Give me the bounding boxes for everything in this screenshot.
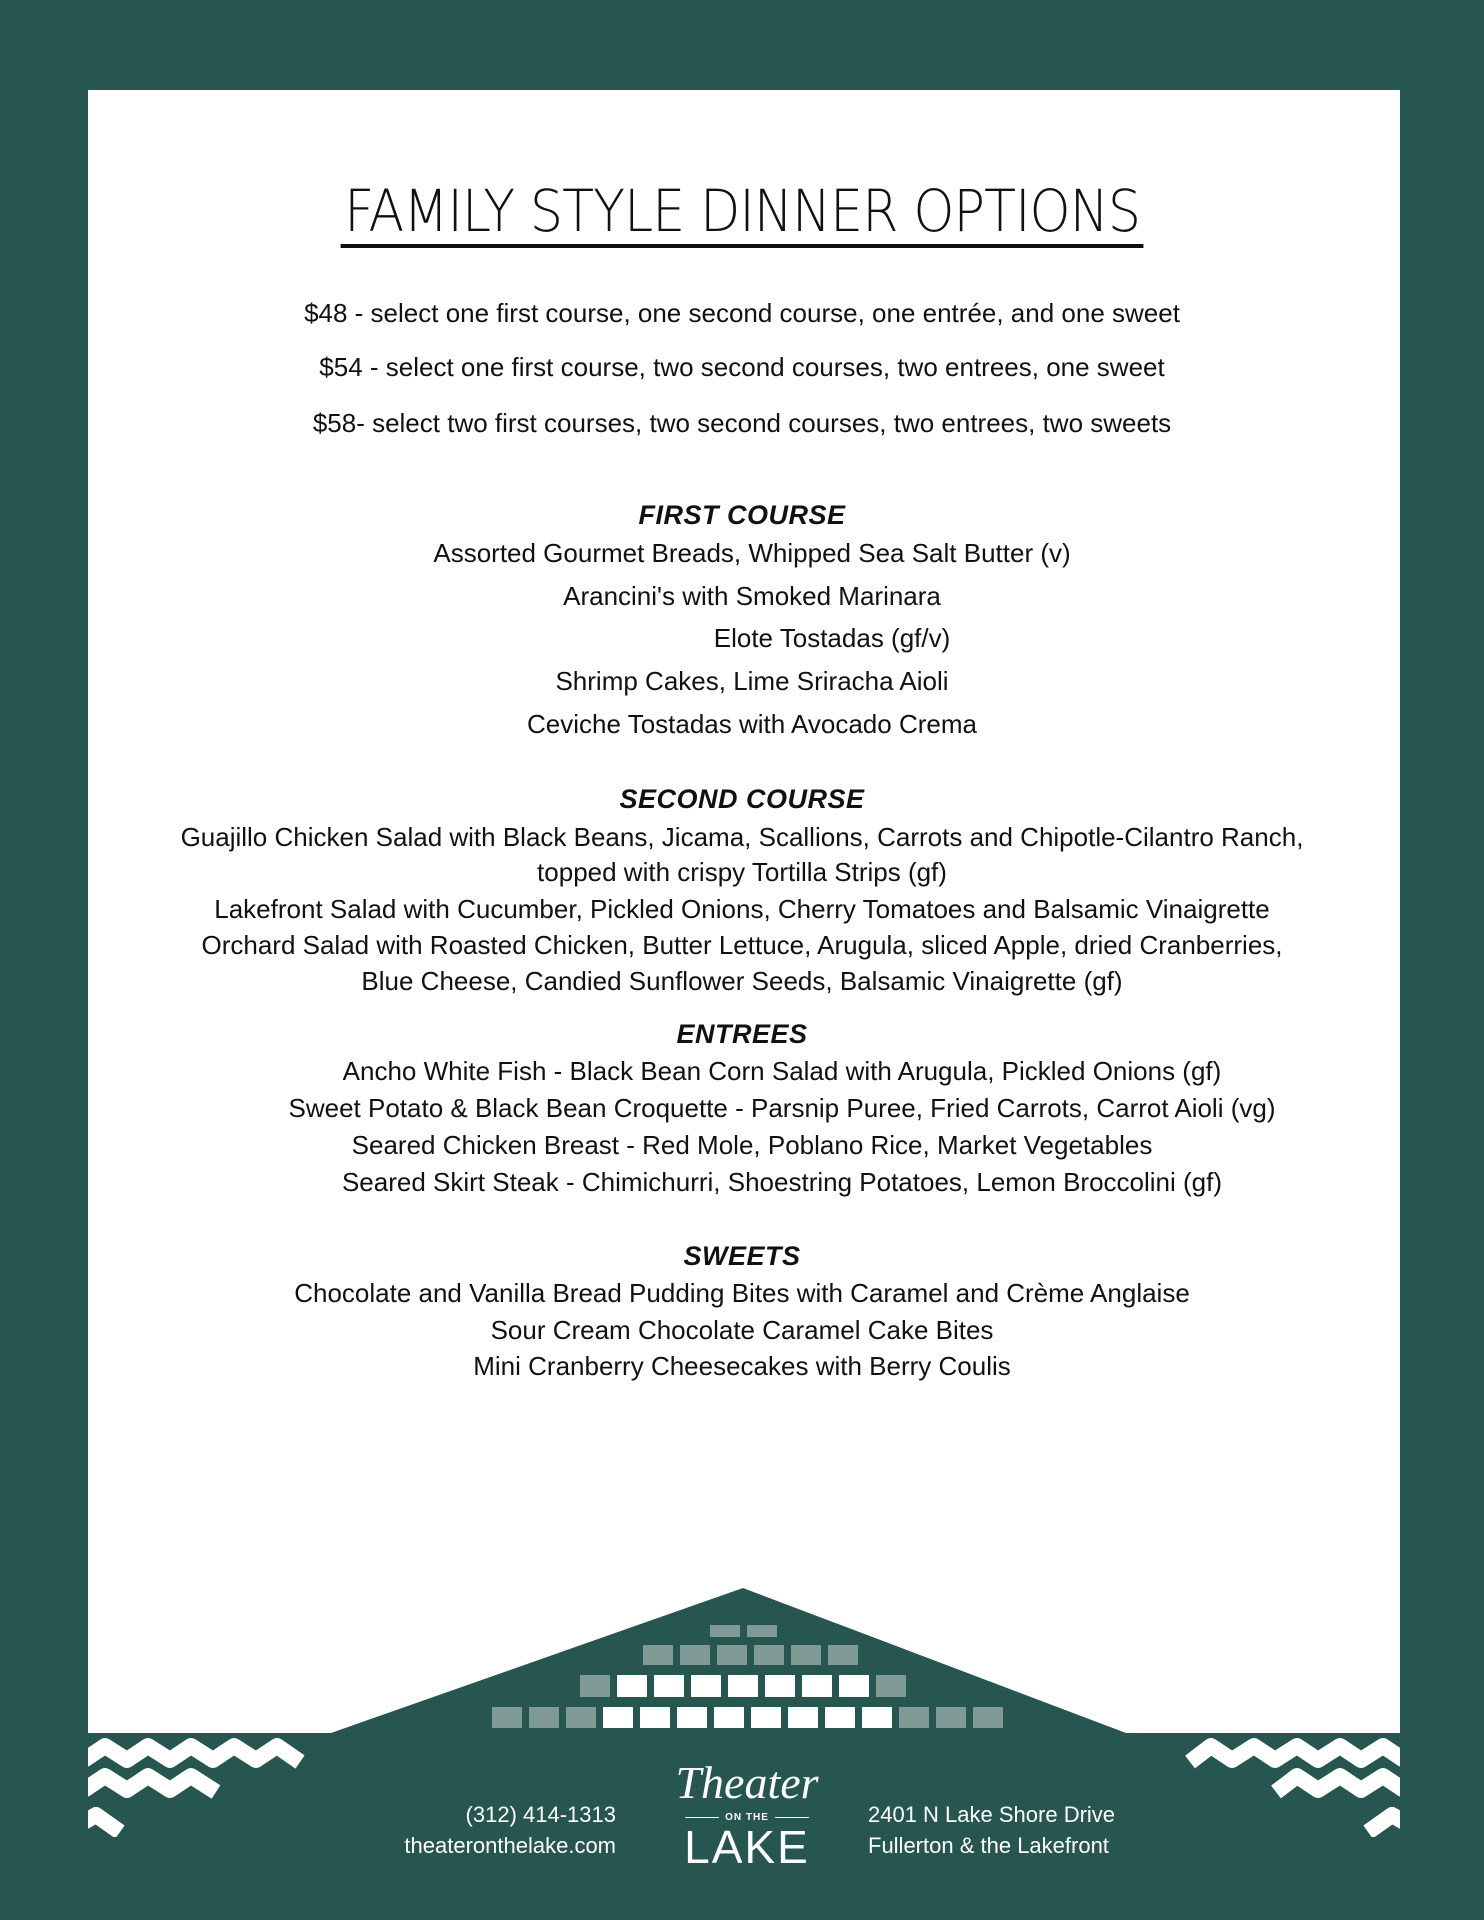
menu-item: Elote Tostadas (gf/v) bbox=[713, 623, 951, 653]
menu-item: Seared Skirt Steak - Chimichurri, Shoestring Potatoes, Lemon Broccolini (gf) bbox=[341, 1167, 1223, 1197]
menu-item: Blue Cheese, Candied Sunflower Seeds, Balsamic Vinaigrette (gf) bbox=[361, 966, 1123, 996]
window-pane bbox=[717, 1645, 747, 1665]
window-pane bbox=[617, 1675, 647, 1697]
window-pane bbox=[643, 1645, 673, 1665]
menu-item: Chocolate and Vanilla Bread Pudding Bites with Caramel and Crème Anglaise bbox=[294, 1278, 1190, 1308]
window-pane bbox=[728, 1675, 758, 1697]
section-heading-entrees: ENTREES bbox=[676, 1019, 808, 1049]
window-pane bbox=[529, 1707, 559, 1728]
theater-on-the-lake-logo bbox=[657, 1758, 837, 1871]
window-pane bbox=[677, 1707, 707, 1728]
menu-item: Arancini's with Smoked Marinara bbox=[563, 581, 941, 611]
menu-item: Lakefront Salad with Cucumber, Pickled Onions, Cherry Tomatoes and Balsamic Vinaigrette bbox=[214, 894, 1270, 924]
window-pane bbox=[566, 1707, 596, 1728]
menu-item: topped with crispy Tortilla Strips (gf) bbox=[537, 857, 947, 887]
window-pane bbox=[828, 1645, 858, 1665]
footer-address-line2: Fullerton & the Lakefront bbox=[868, 1833, 1109, 1858]
page-title-wrap bbox=[0, 178, 1484, 248]
menu-item: Assorted Gourmet Breads, Whipped Sea Salt Butter (v) bbox=[433, 538, 1071, 568]
window-pane bbox=[802, 1675, 832, 1697]
section-heading-second-course: SECOND COURSE bbox=[619, 784, 865, 814]
logo-on-the-text: ON THE bbox=[725, 1812, 769, 1823]
menu-item: Ancho White Fish - Black Bean Corn Salad with Arugula, Pickled Onions (gf) bbox=[342, 1056, 1222, 1086]
window-pane bbox=[710, 1625, 740, 1637]
pricing-option: $58- select two first courses, two second courses, two entrees, two sweets bbox=[312, 408, 1172, 438]
window-pane bbox=[751, 1707, 781, 1728]
menu-item: Guajillo Chicken Salad with Black Beans, Jicama, Scallions, Carrots and Chipotle-Cilantro Ranch, bbox=[180, 822, 1304, 852]
window-pane bbox=[654, 1675, 684, 1697]
menu-item: Mini Cranberry Cheesecakes with Berry Coulis bbox=[473, 1351, 1011, 1381]
window-pane bbox=[714, 1707, 744, 1728]
pricing-option: $48 - select one first course, one second course, one entrée, and one sweet bbox=[304, 298, 1180, 328]
window-pane bbox=[765, 1675, 795, 1697]
menu-item: Sour Cream Chocolate Caramel Cake Bites bbox=[490, 1315, 994, 1345]
window-pane bbox=[825, 1707, 855, 1728]
window-pane bbox=[691, 1675, 721, 1697]
window-pane bbox=[862, 1707, 892, 1728]
footer-address-line1: 2401 N Lake Shore Drive bbox=[868, 1802, 1116, 1827]
window-pane bbox=[899, 1707, 929, 1728]
window-pane bbox=[876, 1675, 906, 1697]
menu-item: Ceviche Tostadas with Avocado Crema bbox=[527, 709, 977, 739]
pricing-option: $54 - select one first course, two second courses, two entrees, one sweet bbox=[319, 352, 1165, 382]
footer-website[interactable]: theateronthelake.com bbox=[404, 1833, 616, 1858]
menu-item: Seared Chicken Breast - Red Mole, Poblano Rice, Market Vegetables bbox=[351, 1130, 1153, 1160]
menu-item: Shrimp Cakes, Lime Sriracha Aioli bbox=[555, 666, 949, 696]
menu-item: Orchard Salad with Roasted Chicken, Butter Lettuce, Arugula, sliced Apple, dried Cranberries, bbox=[201, 930, 1283, 960]
window-pane bbox=[936, 1707, 966, 1728]
window-pane bbox=[603, 1707, 633, 1728]
section-heading-first-course: FIRST COURSE bbox=[638, 500, 846, 530]
window-pane bbox=[747, 1625, 777, 1637]
logo-lake: LAKE bbox=[684, 1821, 810, 1873]
window-pane bbox=[492, 1707, 522, 1728]
window-pane bbox=[640, 1707, 670, 1728]
section-heading-sweets: SWEETS bbox=[683, 1241, 801, 1271]
window-pane bbox=[839, 1675, 869, 1697]
menu-item: Sweet Potato & Black Bean Croquette - Parsnip Puree, Fried Carrots, Carrot Aioli (vg) bbox=[288, 1093, 1276, 1123]
window-pane bbox=[791, 1645, 821, 1665]
logo-theater: Theater bbox=[675, 1757, 819, 1808]
window-pane bbox=[580, 1675, 610, 1697]
window-pane bbox=[973, 1707, 1003, 1728]
window-pane bbox=[680, 1645, 710, 1665]
footer-phone: (312) 414-1313 bbox=[465, 1802, 616, 1827]
page-title: FAMILY STYLE DINNER OPTIONS bbox=[340, 178, 1143, 248]
window-pane bbox=[788, 1707, 818, 1728]
window-pane bbox=[754, 1645, 784, 1665]
